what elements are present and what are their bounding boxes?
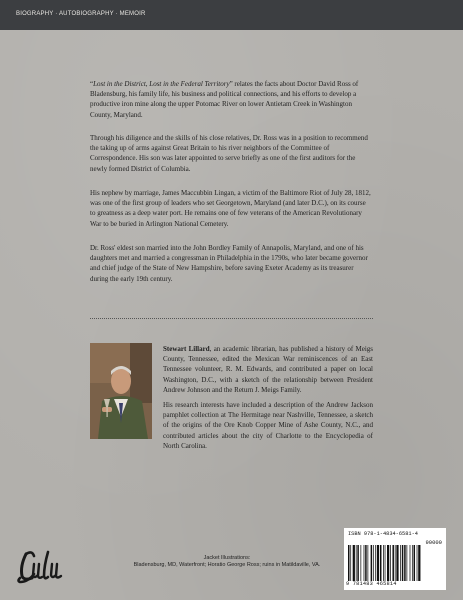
barcode-digits: 9 781483 465814 (346, 581, 397, 587)
barcode-bars (348, 545, 442, 581)
description-paragraph-2: Through his diligence and the skills of his close relatives, Dr. Ross was in a position to recommend the taking up of arms against Great Britain to his river neighbors of the Committee of Correspondence. His son was later appointed to serve briefly as one of the first auditors for the newly formed District of Columbia. (90, 134, 368, 173)
isbn-barcode (344, 528, 446, 590)
author-bio-paragraph-1: Stewart Lillard, an academic librarian, has published a history of Meigs County, Tennessee, edited the Mexican War reminiscences of an East Tennessee volunteer, R. M. Edwards, and contributed a paper on local Washington, D.C., with a sketch of the relationship between President Andrew Johnson and the Return J. Meigs Family. (163, 345, 374, 394)
price-code: 90000 (425, 539, 442, 546)
author-name: Stewart Lillard (163, 345, 210, 353)
category-label: BIOGRAPHY · AUTOBIOGRAPHY · MEMOIR (16, 11, 146, 17)
isbn-number: ISBN 978-1-4834-6581-4 (348, 531, 418, 537)
jacket-credit-text: Bladensburg, MD, Waterfront; Horatio George Ross; ruins in Matildaville, VA. (133, 562, 321, 568)
lulu-logo (14, 548, 70, 589)
description-paragraph-4: Dr. Ross' eldest son married into the John Bordley Family of Annapolis, Maryland, and one of his daughters met and married a congressman in Philadelphia in the 1790s, who later became governor and chief judge of the State of New Hampshire, before saving Exeter Academy as its treasurer during the early 19th century. (90, 244, 368, 283)
book-title-quote: “Lost in the District, Lost in the Federal Territory” (90, 80, 233, 88)
description-paragraph-1: “Lost in the District, Lost in the Federal Territory” relates the facts about Doctor David Ross of Bladensburg, his family life, his business and political connections, and his efforts to develop a productive iron mine along the upper Potomac River on lower Antietam Creek in Washington County, Maryland. (90, 80, 359, 119)
description-paragraph-3: His nephew by marriage, James Maccubbin Lingan, a victim of the Baltimore Riot of July 28, 1812, was one of the first group of leaders who set Georgetown, Maryland (and later D.C.), on its course to greatness as a deep water port. He remains one of few veterans of the American Revolutionary War to be buried in Arlington National Cemetery. (90, 189, 371, 228)
author-bio-paragraph-2: His research interests have included a description of the Andrew Jackson pamphlet collection at The Hermitage near Nashville, Tennessee, a sketch of the origins of the Ore Knob Copper Mine of Ashe County, N.C., and contributed articles about the city of Charlotte to the Encyclopedia of North Carolina. (163, 401, 373, 450)
top-bar (0, 0, 463, 30)
dotted-divider (90, 318, 373, 319)
jacket-illustrations-credit (112, 555, 342, 569)
jacket-credit-heading: Jacket Illustrations: (203, 555, 251, 561)
